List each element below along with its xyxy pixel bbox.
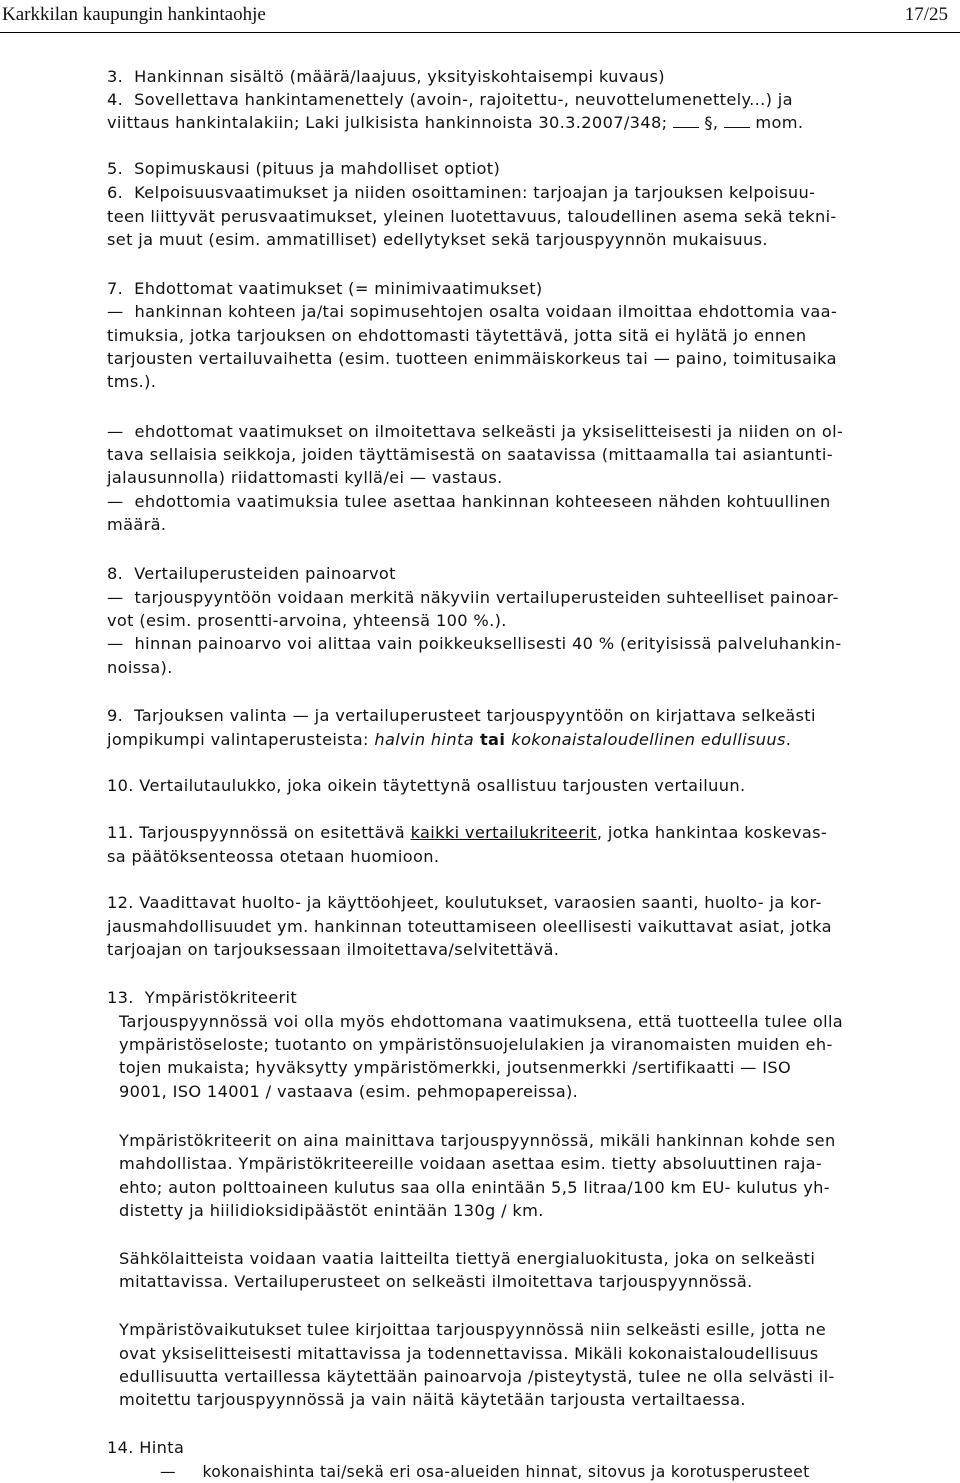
item-4: 4. Sovellettava hankintamenettely (avoin-, rajoitettu-, neuvottelumenettely...) ja <box>107 90 793 109</box>
item-12: 12. Vaadittavat huolto- ja käyttöohjeet, koulutukset, varaosien saanti, huolto- ja kor- <box>107 893 822 912</box>
emphasis-economic: kokonaistaloudellinen edullisuus <box>511 730 786 749</box>
item-13-para: 9001, ISO 14001 / vastaava (esim. pehmopapereissa). <box>119 1082 579 1101</box>
item-13-para: Sähkölaitteista voidaan vaatia laitteilta tiettyä energialuokitusta, joka on selkeästi <box>119 1249 816 1268</box>
item-8-cont: noissa). <box>107 658 173 677</box>
item-14: 14. Hinta <box>107 1438 185 1457</box>
item-13: 13. Ympäristökriteerit <box>107 988 298 1007</box>
item-13-para: Ympäristövaikutukset tulee kirjoittaa tarjouspyynnössä niin selkeästi esille, jotta ne <box>119 1320 827 1339</box>
item-7-bullet: — ehdottomia vaatimuksia tulee asettaa hankinnan kohteeseen nähden kohtuullinen <box>107 492 831 511</box>
emphasis-cheapest: halvin hinta <box>374 730 474 749</box>
item-11: 11. Tarjouspyynnössä on esitettävä kaikki vertailukriteerit, jotka hankintaa koskevas- <box>107 823 828 842</box>
item-13-para: Ympäristökriteerit on aina mainittava tarjouspyynnössä, mikäli hankinnan kohde sen <box>119 1131 836 1150</box>
blank-field <box>673 115 699 128</box>
item-13-para: mitattavissa. Vertailuperusteet on selkeästi ilmoitettava tarjouspyynnössä. <box>119 1272 753 1291</box>
underlined-criteria: kaikki vertailukriteerit <box>410 823 597 842</box>
page-number: 17/25 <box>904 4 948 25</box>
item-7-bullet: — ehdottomat vaatimukset on ilmoitettava selkeästi ja yksiselitteisesti ja niiden on ol- <box>107 422 844 441</box>
item-13-para: mahdollistaa. Ympäristökriteereille voidaan asettaa esim. tietty absoluuttinen raja- <box>119 1154 823 1173</box>
page-header <box>0 0 960 32</box>
item-7-cont: tarjousten vertailuvaihetta (esim. tuotteen enimmäiskorkeus tai — paino, toimitusaika <box>107 349 837 368</box>
item-7-cont: tava sellaisia seikkoja, joiden täyttämisestä on saatavissa (mittaamalla tai asiantunti- <box>107 445 833 464</box>
item-14-bullet: — kokonaishinta tai/sekä eri osa-alueiden hinnat, sitovus ja korotusperusteet <box>160 1463 810 1481</box>
item-8: 8. Vertailuperusteiden painoarvot <box>107 564 396 583</box>
item-13-para: ovat yksiselitteisesti mitattavissa ja todennettavissa. Mikäli kokonaistaloudellisuus <box>119 1344 819 1363</box>
item-13-para: edullisuutta vertaillessa käytettään painoarvoja /pisteytystä, tulee ne olla selvästi il- <box>119 1367 835 1386</box>
item-10: 10. Vertailutaulukko, joka oikein täytettynä osallistuu tarjousten vertailuun. <box>107 776 746 795</box>
item-13-para: ympäristöseloste; tuotanto on ympäristönsuojelulakien ja viranomaisten muiden eh- <box>119 1035 833 1054</box>
item-13-para: distetty ja hiilidioksidipäästöt enintään 130g / km. <box>119 1201 544 1220</box>
item-3: 3. Hankinnan sisältö (määrä/laajuus, yksityiskohtaisempi kuvaus) <box>107 67 665 86</box>
item-8-bullet: — tarjouspyyntöön voidaan merkitä näkyviin vertailuperusteiden suhteelliset painoar- <box>107 588 839 607</box>
item-7-cont: timuksia, jotka tarjouksen on ehdottomasti täytettävä, jotta sitä ei hylätä jo ennen <box>107 326 807 345</box>
item-13-para: tojen mukaista; hyväksytty ympäristömerkki, joutsenmerkki /sertifikaatti — ISO <box>119 1058 792 1077</box>
item-12-cont: jausmahdollisuudet ym. hankinnan toteuttamiseen oleellisesti vaikuttavat asiat, jotka <box>107 917 832 936</box>
header-divider <box>0 32 960 33</box>
item-11-cont: sa päätöksenteossa otetaan huomioon. <box>107 847 440 866</box>
item-7-cont: jalausunnolla) riidattomasti kyllä/ei — vastaus. <box>107 468 503 487</box>
item-9: 9. Tarjouksen valinta — ja vertailuperusteet tarjouspyyntöön on kirjattava selkeästi <box>107 706 816 725</box>
item-7-cont: tms.). <box>107 372 157 391</box>
item-8-cont: vot (esim. prosentti-arvoina, yhteensä 100 %.). <box>107 611 507 630</box>
item-6-cont: teen liittyvät perusvaatimukset, yleinen luotettavuus, taloudellinen asema sekä tekni- <box>107 207 837 226</box>
item-7-cont: määrä. <box>107 515 167 534</box>
bold-or: tai <box>473 730 512 749</box>
item-9-cont: jompikumpi valintaperusteista: halvin hinta tai kokonaistaloudellinen edullisuus. <box>107 730 792 749</box>
item-12-cont: tarjoajan on tarjouksessaan ilmoitettava/selvitettävä. <box>107 940 560 959</box>
blank-field <box>724 115 750 128</box>
item-13-para: Tarjouspyynnössä voi olla myös ehdottomana vaatimuksena, että tuotteella tulee olla <box>119 1012 844 1031</box>
document-title: Karkkilan kaupungin hankintaohje <box>2 4 266 25</box>
item-8-bullet: — hinnan painoarvo voi alittaa vain poikkeuksellisesti 40 % (erityisissä palveluhankin- <box>107 634 842 653</box>
item-7: 7. Ehdottomat vaatimukset (= minimivaatimukset) <box>107 279 543 298</box>
item-13-para: moitettu tarjouspyynnössä ja vain näitä käytetään tarjousta vertailtaessa. <box>119 1390 746 1409</box>
item-6-cont: set ja muut (esim. ammatilliset) edellytykset sekä tarjouspyynnön mukaisuus. <box>107 230 768 249</box>
item-7-bullet: — hankinnan kohteen ja/tai sopimusehtojen osalta voidaan ilmoittaa ehdottomia vaa- <box>107 302 838 321</box>
item-13-para: ehto; auton polttoaineen kulutus saa olla enintään 5,5 litraa/100 km EU- kulutus yh- <box>119 1178 830 1197</box>
item-4-cont: viittaus hankintalakiin; Laki julkisista hankinnoista 30.3.2007/348; §, mom. <box>107 113 804 132</box>
item-5: 5. Sopimuskausi (pituus ja mahdolliset optiot) <box>107 159 501 178</box>
item-6: 6. Kelpoisuusvaatimukset ja niiden osoittaminen: tarjoajan ja tarjouksen kelpoisuu- <box>107 183 816 202</box>
